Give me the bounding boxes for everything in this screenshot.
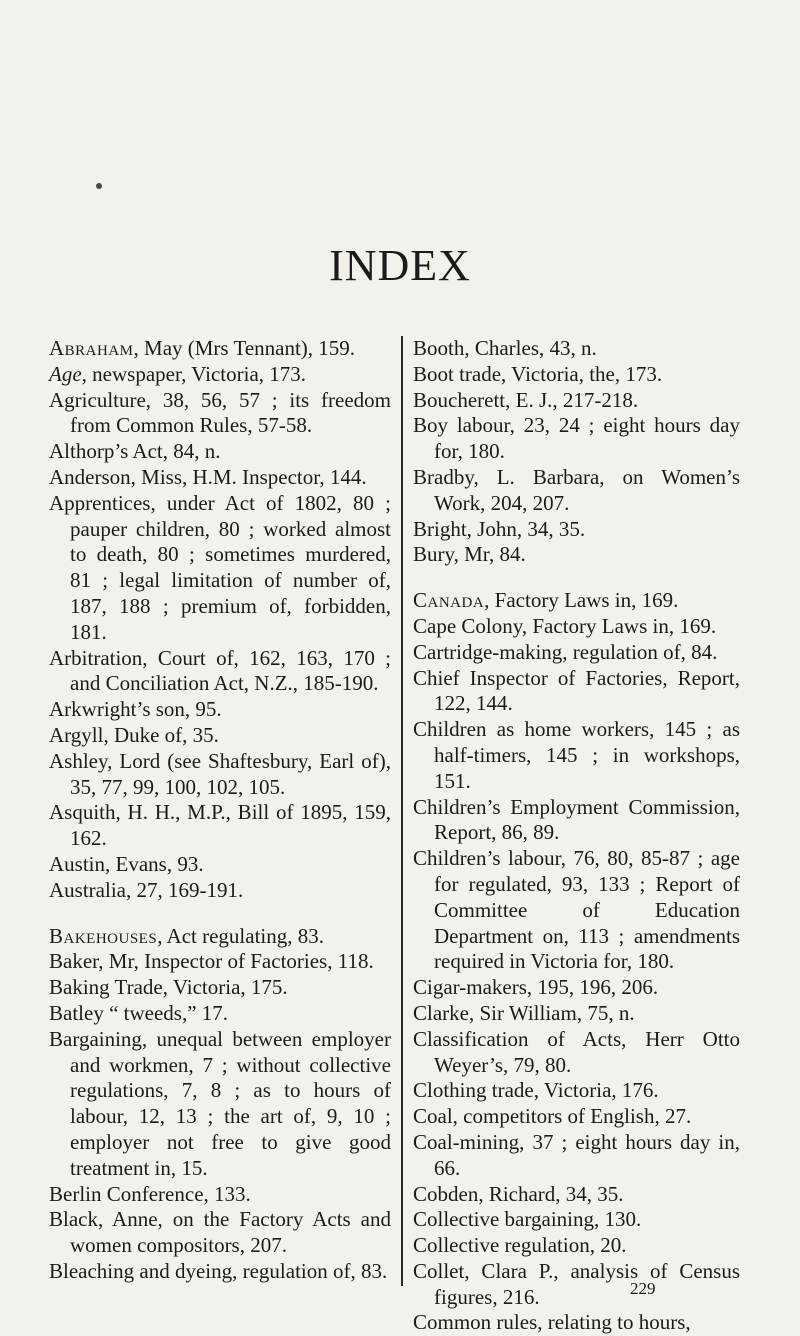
index-entry — [413, 1182, 740, 1208]
entry-text: Cartridge-making, regulation of, 84. — [413, 639, 718, 664]
section-gap — [49, 904, 391, 924]
index-entry — [49, 439, 391, 465]
entry-text: Berlin Conference, 133. — [49, 1181, 251, 1206]
entry-text: Althorp’s Act, 84, n. — [49, 439, 221, 464]
entry-text: Boy labour, 23, 24 ; eight hours day for, 180. — [413, 413, 740, 464]
index-entry — [49, 723, 391, 749]
section-gap — [413, 568, 740, 588]
entry-text: Common rules, relating to hours, — [413, 1310, 691, 1335]
entry-text: Bleaching and dyeing, regulation of, 83. — [49, 1258, 388, 1283]
entry-text: Austin, Evans, 93. — [49, 851, 204, 876]
index-entry — [413, 362, 740, 388]
entry-text: Clothing trade, Victoria, 176. — [413, 1078, 659, 1103]
index-entry — [49, 1001, 391, 1027]
entry-text: Booth, Charles, 43, n. — [413, 336, 597, 360]
entry-text: Clarke, Sir William, 75, n. — [413, 1000, 635, 1025]
entry-text: Argyll, Duke of, 35. — [49, 722, 219, 747]
entry-text: Arbitration, Court of, 162, 163, 170 ; and Conciliation Act, N.Z., 185-190. — [49, 645, 391, 696]
index-entry — [413, 1027, 740, 1079]
entry-text: Cigar-makers, 195, 196, 206. — [413, 975, 659, 1000]
index-entry — [49, 491, 391, 646]
entry-text: Bargaining, unequal between employer and workmen, 7 ; without collective regulations, 7, 8 ; as to hours of labour, 12, 13 ; the art of, 9, 10 ; employer not free to give good treatment in, 15. — [49, 1026, 391, 1180]
index-entry — [413, 717, 740, 794]
entry-text: Ashley, Lord (see Shaftesbury, Earl of), 35, 77, 99, 100, 102, 105. — [49, 748, 391, 799]
index-entry — [49, 1207, 391, 1259]
entry-heading: Canada — [413, 588, 485, 613]
index-entry — [413, 388, 740, 414]
index-entry — [49, 852, 391, 878]
index-entry — [413, 542, 740, 568]
entry-text: Boucherett, E. J., 217-218. — [413, 387, 639, 412]
printing-speck — [96, 183, 102, 189]
page-title: INDEX — [329, 241, 471, 290]
entry-text: Children’s Employment Commission, Report, 86, 89. — [413, 794, 740, 845]
entry-text: , Factory Laws in, 169. — [484, 588, 679, 613]
entry-text: Children’s labour, 76, 80, 85-87 ; age for regulated, 93, 133 ; Report of Committee of Education Department on, 113 ; amendments required in Victoria for, 180. — [413, 846, 740, 974]
index-entry — [413, 614, 740, 640]
index-entry — [413, 1078, 740, 1104]
entry-text: , May (Mrs Tennant), 159. — [133, 336, 356, 360]
entry-text: Chief Inspector of Factories, Report, 122, 144. — [413, 665, 740, 716]
index-entry — [413, 1001, 740, 1027]
entry-text: Coal-mining, 37 ; eight hours day in, 66. — [413, 1129, 740, 1180]
entry-text: Cobden, Richard, 34, 35. — [413, 1181, 624, 1206]
index-entry — [49, 646, 391, 698]
index-entry — [49, 949, 391, 975]
index-entry — [413, 1104, 740, 1130]
entry-text: Batley “ tweeds,” 17. — [49, 1000, 229, 1025]
entry-text: Coal, competitors of English, 27. — [413, 1104, 692, 1129]
index-entry — [49, 388, 391, 440]
entry-text: Anderson, Miss, H.M. Inspector, 144. — [49, 464, 367, 489]
entry-text: Cape Colony, Factory Laws in, 169. — [413, 613, 717, 638]
index-entry — [49, 1182, 391, 1208]
index-entry — [413, 1207, 740, 1233]
entry-text: Asquith, H. H., M.P., Bill of 1895, 159, 162. — [49, 800, 391, 851]
index-entry — [49, 975, 391, 1001]
entry-heading: Abraham — [49, 336, 134, 360]
entry-text: Arkwright’s son, 95. — [49, 697, 222, 722]
index-entry — [413, 413, 740, 465]
entry-text: Collective regulation, 20. — [413, 1233, 627, 1258]
entry-text: , newspaper, Victoria, 173. — [81, 361, 307, 386]
entry-text: Baking Trade, Victoria, 175. — [49, 975, 288, 1000]
entry-text: Black, Anne, on the Factory Acts and women compositors, 207. — [49, 1207, 391, 1258]
entry-text: Collet, Clara P., analysis of Census figures, 216. — [413, 1258, 740, 1309]
entry-heading: Bakehouses — [49, 923, 158, 948]
index-entry — [49, 1259, 391, 1285]
page-number: 229 — [630, 1279, 656, 1298]
entry-heading: Age — [49, 361, 82, 386]
index-column-left — [49, 336, 391, 1285]
entry-text: Baker, Mr, Inspector of Factories, 118. — [49, 949, 374, 974]
entry-text: Bury, Mr, 84. — [413, 542, 526, 567]
entry-text: Collective bargaining, 130. — [413, 1207, 642, 1232]
index-entry — [413, 465, 740, 517]
entry-text: Australia, 27, 169-191. — [49, 877, 244, 902]
entry-text: Bright, John, 34, 35. — [413, 516, 586, 541]
index-entry — [413, 336, 740, 362]
index-entry — [413, 588, 740, 614]
index-entry — [413, 795, 740, 847]
index-entry — [413, 666, 740, 718]
entry-text: Children as home workers, 145 ; as half-timers, 145 ; in workshops, 151. — [413, 717, 740, 793]
index-entry — [413, 1130, 740, 1182]
index-entry — [413, 517, 740, 543]
entry-text: Agriculture, 38, 56, 57 ; its freedom from Common Rules, 57-58. — [49, 387, 391, 438]
entry-text: Bradby, L. Barbara, on Women’s Work, 204, 207. — [413, 464, 740, 515]
index-entry — [49, 924, 391, 950]
index-entry — [413, 975, 740, 1001]
index-entry — [49, 362, 391, 388]
index-entry — [49, 336, 391, 362]
index-entry — [49, 749, 391, 801]
index-entry — [413, 640, 740, 666]
index-entry — [413, 1310, 740, 1336]
entry-text: Classification of Acts, Herr Otto Weyer’s, 79, 80. — [413, 1026, 740, 1077]
index-entry — [49, 878, 391, 904]
index-entry — [49, 800, 391, 852]
entry-text: Boot trade, Victoria, the, 173. — [413, 361, 663, 386]
index-entry — [413, 1233, 740, 1259]
entry-text: Apprentices, under Act of 1802, 80 ; pauper children, 80 ; worked almost to death, 80 ; sometimes murdered, 81 ; legal limitation of number of, 187, 188 ; premium of, forbidden, 181. — [49, 490, 391, 644]
index-entry — [49, 697, 391, 723]
index-entry — [49, 1027, 391, 1182]
index-entry — [413, 846, 740, 975]
entry-text: , Act regulating, 83. — [157, 923, 324, 948]
index-entry — [49, 465, 391, 491]
index-entry — [413, 1259, 740, 1311]
